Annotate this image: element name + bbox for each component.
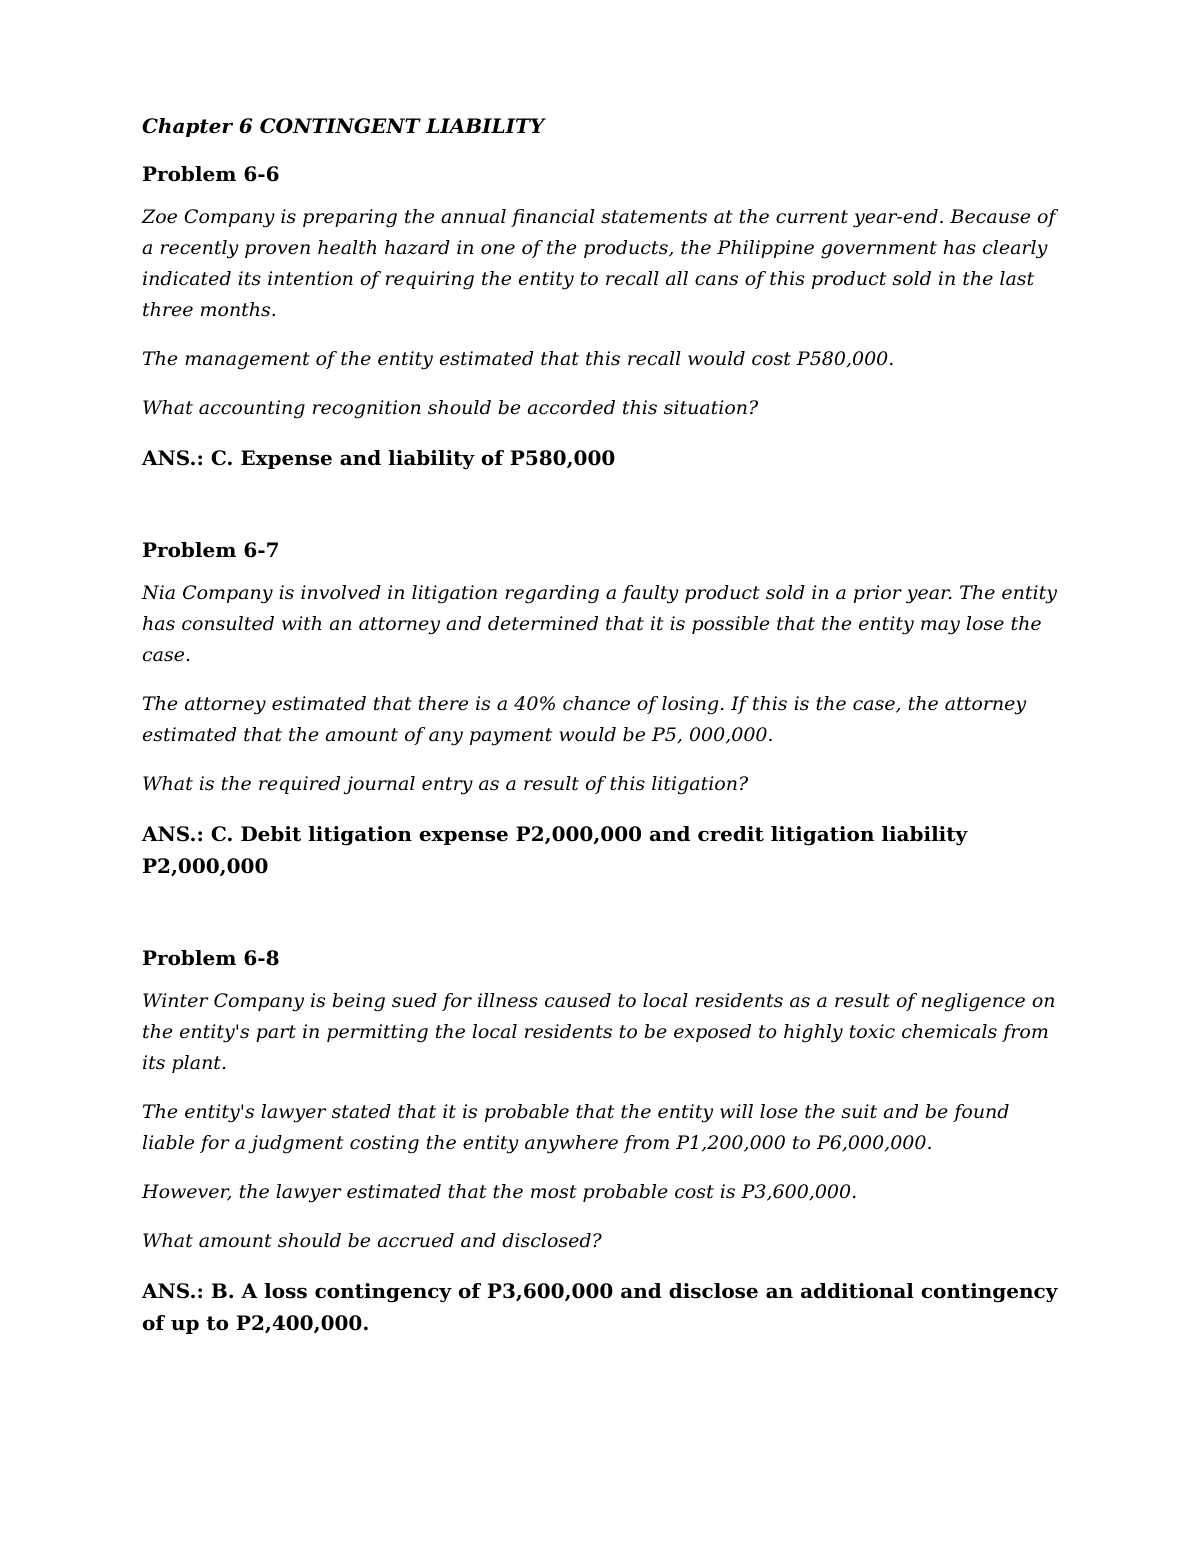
problem-paragraph: The management of the entity estimated that this recall would cost P580,000. <box>142 348 895 370</box>
problem-question: What amount should be accrued and disclosed? <box>142 1230 602 1252</box>
problem-answer: ANS.: C. Debit litigation expense P2,000,000 and credit litigation liability P2,000,000 <box>142 822 968 878</box>
problem-paragraph: The attorney estimated that there is a 40% chance of losing. If this is the case, the attorney estimated that the amount of any payment would be P5, 000,000. <box>142 693 1027 746</box>
problem-paragraph: However, the lawyer estimated that the most probable cost is P3,600,000. <box>142 1181 858 1203</box>
chapter-title: Chapter 6 CONTINGENT LIABILITY <box>142 114 545 138</box>
section-spacer <box>142 882 1062 942</box>
problem-question: What accounting recognition should be accorded this situation? <box>142 397 759 419</box>
problem-answer: ANS.: B. A loss contingency of P3,600,000 and disclose an additional contingency of up to P2,400,000. <box>142 1279 1058 1335</box>
section-spacer <box>142 474 1062 534</box>
problem-6-6 <box>142 158 1062 474</box>
problem-6-8 <box>142 942 1062 1339</box>
problem-paragraph: Nia Company is involved in litigation regarding a faulty product sold in a prior year. The entity has consulted with an attorney and determined that it is possible that the entity may lose the case. <box>142 582 1057 666</box>
document-page <box>142 110 1062 1339</box>
problem-answer: ANS.: C. Expense and liability of P580,000 <box>142 446 616 470</box>
problem-paragraph: Winter Company is being sued for illness caused to local residents as a result of negligence on the entity's part in permitting the local residents to be exposed to highly toxic chemicals from its plant. <box>142 990 1056 1074</box>
problem-paragraph: Zoe Company is preparing the annual financial statements at the current year-end. Because of a recently proven health hazard in one of the products, the Philippine government has clearly indicated its intention of requiring the entity to recall all cans of this product sold in the last three months. <box>142 206 1056 321</box>
problem-title: Problem 6-7 <box>142 538 280 562</box>
problem-paragraph: The entity's lawyer stated that it is probable that the entity will lose the suit and be found liable for a judgment costing the entity anywhere from P1,200,000 to P6,000,000. <box>142 1101 1010 1154</box>
problem-title: Problem 6-6 <box>142 162 280 186</box>
problem-question: What is the required journal entry as a result of this litigation? <box>142 773 749 795</box>
problem-title: Problem 6-8 <box>142 946 280 970</box>
problem-6-7 <box>142 534 1062 882</box>
